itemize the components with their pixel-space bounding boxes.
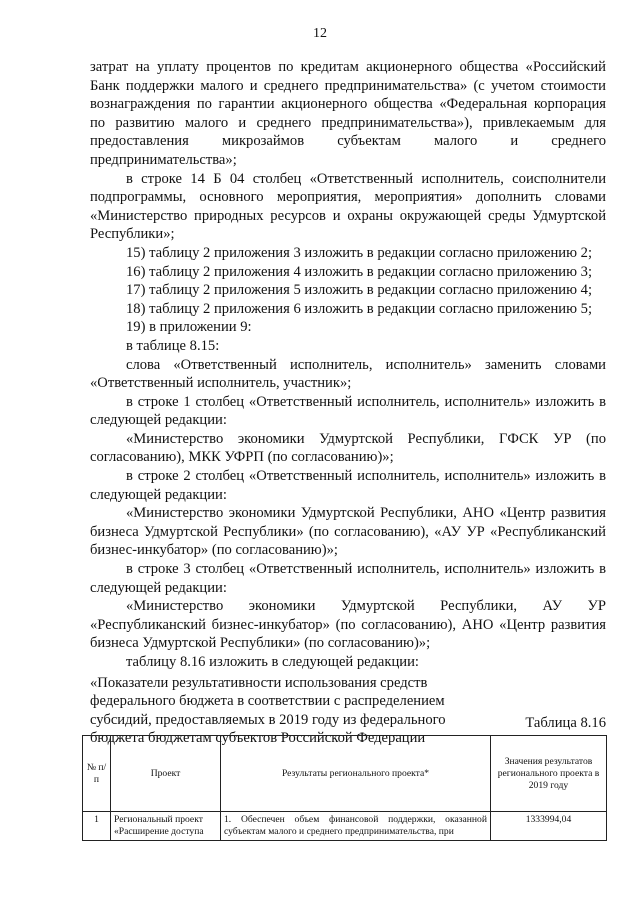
paragraph: в строке 14 Б 04 столбец «Ответственный исполнитель, соисполнители подпрограммы, основного мероприятия, мероприятия» дополнить словами «Министерство природных ресурсов и охраны окружающей среды Удмуртской Республики»; bbox=[90, 170, 606, 243]
paragraph: 16) таблицу 2 приложения 4 изложить в редакции согласно приложению 3; bbox=[126, 263, 593, 280]
paragraph: «Министерство экономики Удмуртской Республики, ГФСК УР (по согласованию), МКК УФРП (по согласованию)»; bbox=[90, 430, 606, 466]
row-num: 1 bbox=[83, 812, 111, 841]
paragraph: «Министерство экономики Удмуртской Республики, АУ УР «Республиканский бизнес-инкубатор» (по согласованию), АНО «Центр развития бизнеса Удмуртской Республики» (по согласованию)»; bbox=[90, 598, 606, 652]
paragraph: 17) таблицу 2 приложения 5 изложить в редакции согласно приложению 4; bbox=[126, 282, 593, 299]
header-project: Проект bbox=[111, 736, 221, 812]
paragraph: в таблице 8.15: bbox=[126, 337, 220, 354]
row-results: 1. Обеспечен объем финансовой поддержки, оказанной субъектам малого и среднего предпринимательства, при bbox=[221, 812, 491, 841]
document-body bbox=[90, 58, 606, 748]
header-results: Результаты регионального проекта* bbox=[221, 736, 491, 812]
table-caption: Таблица 8.16 bbox=[525, 715, 606, 731]
paragraph: в строке 3 столбец «Ответственный исполнитель, исполнитель» изложить в следующей редакции: bbox=[90, 561, 606, 596]
row-project: Региональный проект «Расширение доступа bbox=[111, 812, 221, 841]
heading-line: федерального бюджета в соответствии с распределением bbox=[90, 693, 445, 710]
heading-line: «Показатели результативности использования средств bbox=[90, 674, 428, 691]
paragraph: 19) в приложении 9: bbox=[126, 319, 252, 336]
paragraph: слова «Ответственный исполнитель, исполнитель» заменить словами «Ответственный исполнитель, участник»; bbox=[90, 356, 606, 392]
paragraph: таблицу 8.16 изложить в следующей редакции: bbox=[126, 654, 419, 670]
header-values: Значения результатов регионального проекта в 2019 году bbox=[491, 736, 607, 812]
paragraph: в строке 2 столбец «Ответственный исполнитель, исполнитель» изложить в следующей редакции: bbox=[90, 468, 606, 503]
paragraph: 18) таблицу 2 приложения 6 изложить в редакции согласно приложению 5; bbox=[126, 300, 593, 317]
paragraph: 15) таблицу 2 приложения 3 изложить в редакции согласно приложению 2; bbox=[126, 244, 593, 261]
header-num: № п/п bbox=[83, 736, 111, 812]
paragraph: «Министерство экономики Удмуртской Республики, АНО «Центр развития бизнеса Удмуртской Республики» (по согласованию), «АУ УР «Республиканский бизнес-инкубатор» (по согласованию)»; bbox=[90, 505, 606, 559]
page-number: 12 bbox=[313, 26, 327, 41]
row-values: 1333994,04 bbox=[491, 812, 607, 841]
paragraphs bbox=[90, 58, 606, 672]
results-table bbox=[82, 735, 607, 841]
paragraph: затрат на уплату процентов по кредитам акционерного общества «Российский Банк поддержки малого и среднего предпринимательства» (с учетом стоимости вознаграждения по гарантии акционерного общества «Федеральная корпорация по развитию малого и среднего предпринимательства»), привлекаемым для предоставления микрозаймов субъектам малого и среднего предпринимательства»; bbox=[90, 59, 606, 168]
table-header-row bbox=[83, 736, 607, 812]
table-row bbox=[83, 812, 607, 841]
heading-line: субсидий, предоставляемых в 2019 году из федерального bbox=[90, 711, 446, 728]
paragraph: в строке 1 столбец «Ответственный исполнитель, исполнитель» изложить в следующей редакции: bbox=[90, 393, 606, 429]
heading-line: бюджета бюджетам субъектов Российской Федерации bbox=[90, 730, 426, 747]
